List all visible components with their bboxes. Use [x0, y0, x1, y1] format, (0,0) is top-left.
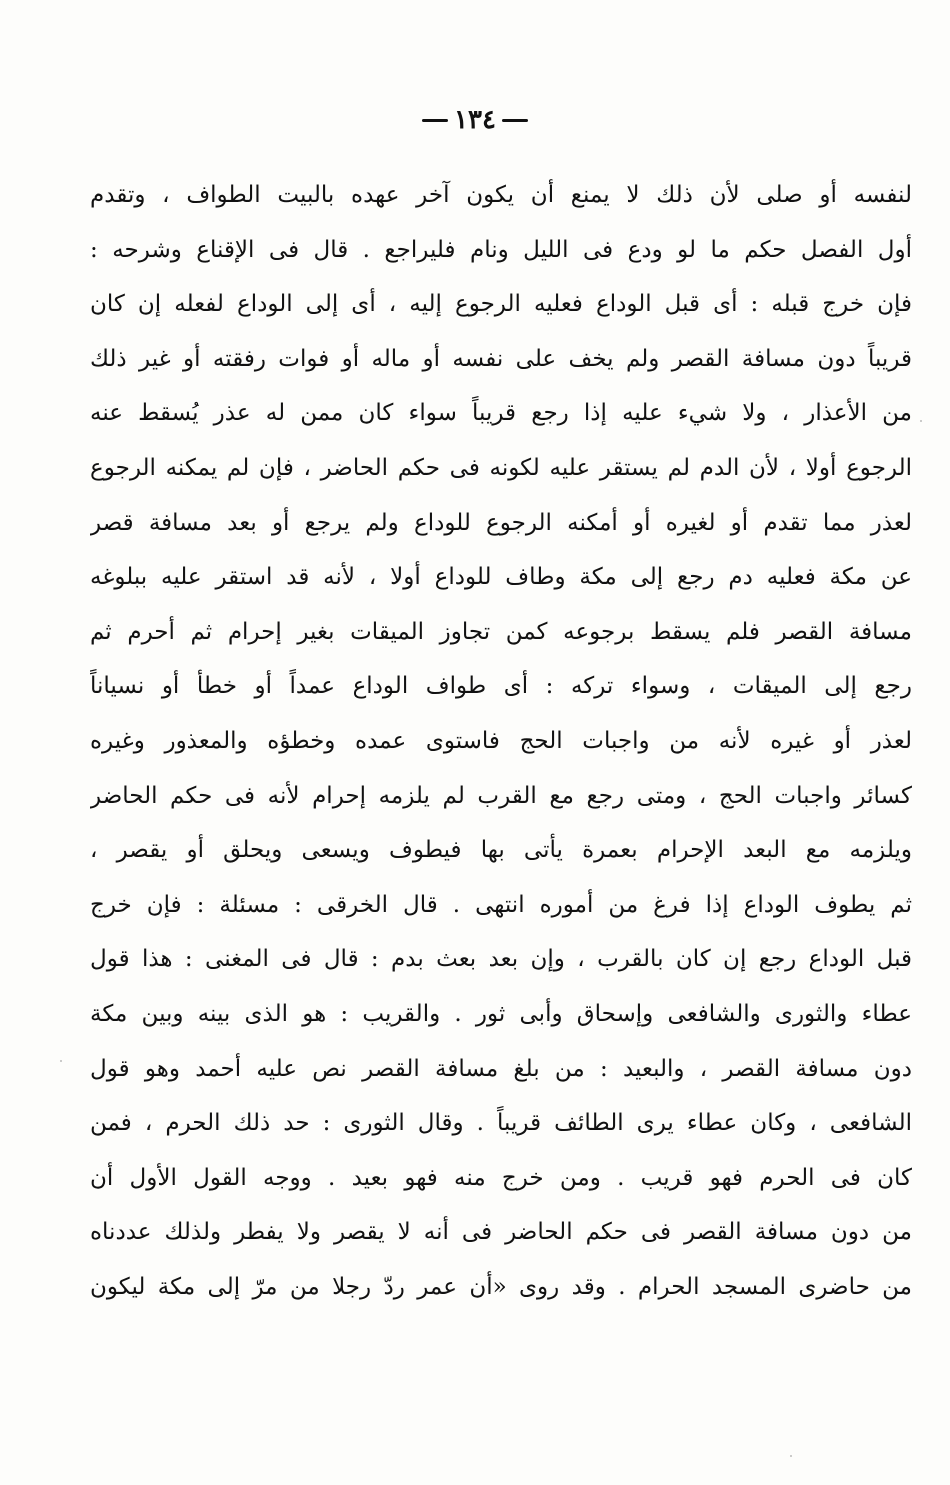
text-line: قريباً دون مسافة القصر ولم يخف على نفسه أو ماله أو فوات رفقته أو غير ذلك [90, 345, 912, 372]
header-rule-right [422, 119, 448, 122]
scan-speck [920, 420, 922, 422]
body-text [90, 168, 912, 1314]
text-line: من حاضرى المسجد الحرام . وقد روى «أن عمر ردّ رجلا من مرّ إلى مكة ليكون [90, 1273, 912, 1300]
page-header [0, 100, 950, 140]
text-line: عطاء والثورى والشافعى وإسحاق وأبى ثور . والقريب : هو الذى بينه وبين مكة [90, 1000, 912, 1027]
text-line: ثم يطوف الوداع إذا فرغ من أموره انتهى . قال الخرقى : مسئلة : فإن خرج [90, 891, 912, 918]
text-line: من دون مسافة القصر فى حكم الحاضر فى أنه لا يقصر ولا يفطر ولذلك عددناه [90, 1219, 912, 1246]
text-line: لعذر مما تقدم أو لغيره أو أمكنه الرجوع للوداع ولم يرجع أو بعد مسافة قصر [90, 509, 912, 536]
text-line: فإن خرج قبله : أى قبل الوداع فعليه الرجوع إليه ، أى إلى الوداع لفعله إن كان [90, 291, 912, 318]
text-line: ويلزمه مع البعد الإحرام بعمرة يأتى بها فيطوف ويسعى ويحلق أو يقصر ، [90, 837, 912, 864]
text-line: أول الفصل حكم ما لو ودع فى الليل ونام فليراجع . قال فى الإقناع وشرحه : [90, 236, 912, 263]
text-line: لنفسه أو صلى لأن ذلك لا يمنع أن يكون آخر عهده بالبيت الطواف ، وتقدم [90, 182, 912, 208]
text-line: عن مكة فعليه دم رجع إلى مكة وطاف للوداع أولا ، لأنه قد استقر عليه ببلوغه [90, 564, 912, 591]
scan-speck [790, 1455, 792, 1457]
text-line: كسائر واجبات الحج ، ومتى رجع مع القرب لم يلزمه إحرام لأنه فى حكم الحاضر [90, 782, 912, 809]
page-number: ١٣٤ [454, 105, 496, 135]
text-line: دون مسافة القصر ، والبعيد : من بلغ مسافة القصر نص عليه أحمد وهو قول [90, 1055, 912, 1082]
header-rule-left [502, 119, 528, 122]
text-line: الرجوع أولا ، لأن الدم لم يستقر عليه لكونه فى حكم الحاضر ، فإن لم يمكنه الرجوع [90, 454, 912, 481]
text-line: رجع إلى الميقات ، وسواء تركه : أى طواف الوداع عمداً أو خطأ أو نسياناً [90, 673, 912, 700]
text-line: كان فى الحرم فهو قريب . ومن خرج منه فهو بعيد . ووجه القول الأول أن [90, 1164, 912, 1191]
text-line: قبل الوداع رجع إن كان بالقرب ، وإن بعد بعث بدم : قال فى المغنى : هذا قول [90, 946, 912, 973]
scan-speck [60, 1060, 62, 1062]
text-line: مسافة القصر فلم يسقط برجوعه كمن تجاوز الميقات بغير إحرام ثم أحرم ثم [90, 618, 912, 645]
text-line: الشافعى ، وكان عطاء يرى الطائف قريباً . وقال الثورى : حد ذلك الحرم ، فمن [90, 1110, 912, 1137]
text-line: لعذر أو غيره لأنه من واجبات الحج فاستوى عمده وخطؤه والمعذور وغيره [90, 727, 912, 754]
text-line: من الأعذار ، ولا شيء عليه إذا رجع قريباً سواء كان ممن له عذر يُسقط عنه [90, 400, 912, 427]
